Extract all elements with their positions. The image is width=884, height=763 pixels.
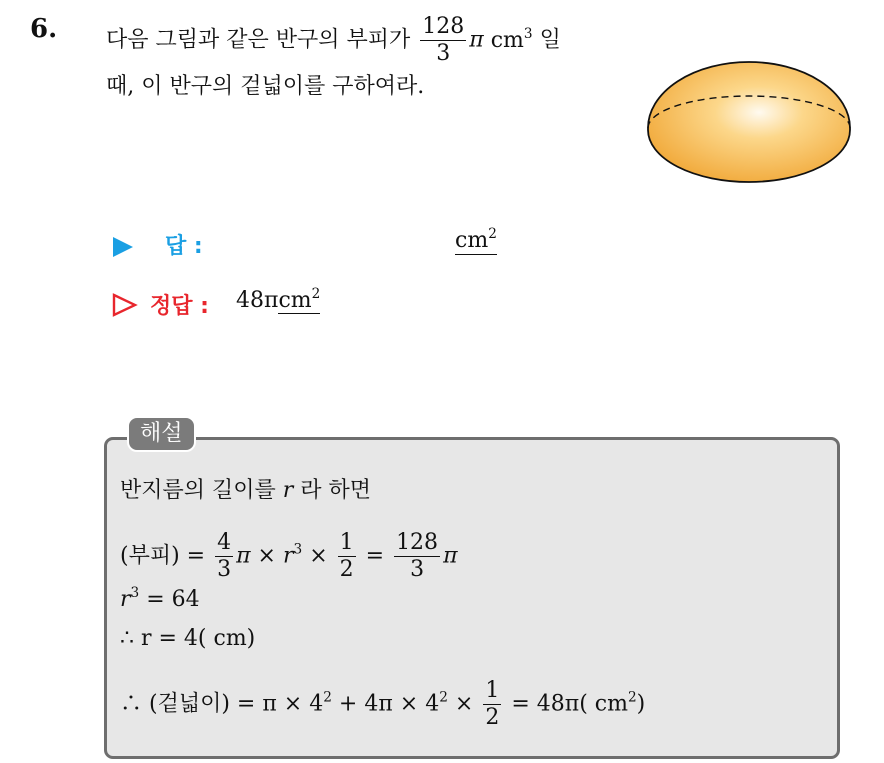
question-text-end: 일 bbox=[539, 27, 561, 53]
volume-fraction bbox=[420, 16, 466, 65]
question-number: 6. bbox=[30, 14, 58, 44]
explanation-line-2: (부피) = $\frac{4}{3}$ $\pi \times r^3$ × $\frac{1}{2}$ = $\frac{128}{3}$ π bbox=[120, 530, 458, 582]
explanation-tab: 해설 bbox=[127, 416, 196, 452]
volume-unit: $cm^3$ bbox=[490, 25, 533, 53]
explanation-line-5: ∴ (겉넓이) = $\pi \times 4^2 + 4\pi \times 4^2$ × $\frac{1}{2}$ = 48π( $cm^2$) bbox=[120, 678, 646, 730]
answer-label: 답 : bbox=[165, 234, 203, 259]
volume-numerator: 128 bbox=[422, 14, 465, 39]
answer-input[interactable]: $cm^2$ bbox=[455, 226, 497, 253]
hemisphere-figure bbox=[642, 60, 856, 188]
explanation-line-1: 반지름의 길이를 r 라 하면 bbox=[120, 478, 372, 503]
question-line-1 bbox=[106, 16, 561, 65]
volume-denominator: 3 bbox=[436, 41, 451, 66]
outline-arrow-icon bbox=[112, 293, 138, 317]
correct-answer-value: 48πcm$^2$ bbox=[236, 286, 321, 313]
explanation-line-3: $r^3 = 64$ bbox=[120, 585, 200, 612]
question-line-2: 때, 이 반구의 겉넓이를 구하여라. bbox=[106, 74, 425, 99]
explanation-line-4: ∴ r = 4( cm) bbox=[120, 626, 256, 651]
question-text: 다음 그림과 같은 반구의 부피가 bbox=[106, 27, 411, 53]
hemisphere-body bbox=[648, 62, 850, 182]
play-arrow-icon bbox=[112, 236, 134, 258]
correct-answer-label: 정답 : bbox=[150, 294, 209, 319]
volume-pi: π bbox=[469, 27, 484, 53]
